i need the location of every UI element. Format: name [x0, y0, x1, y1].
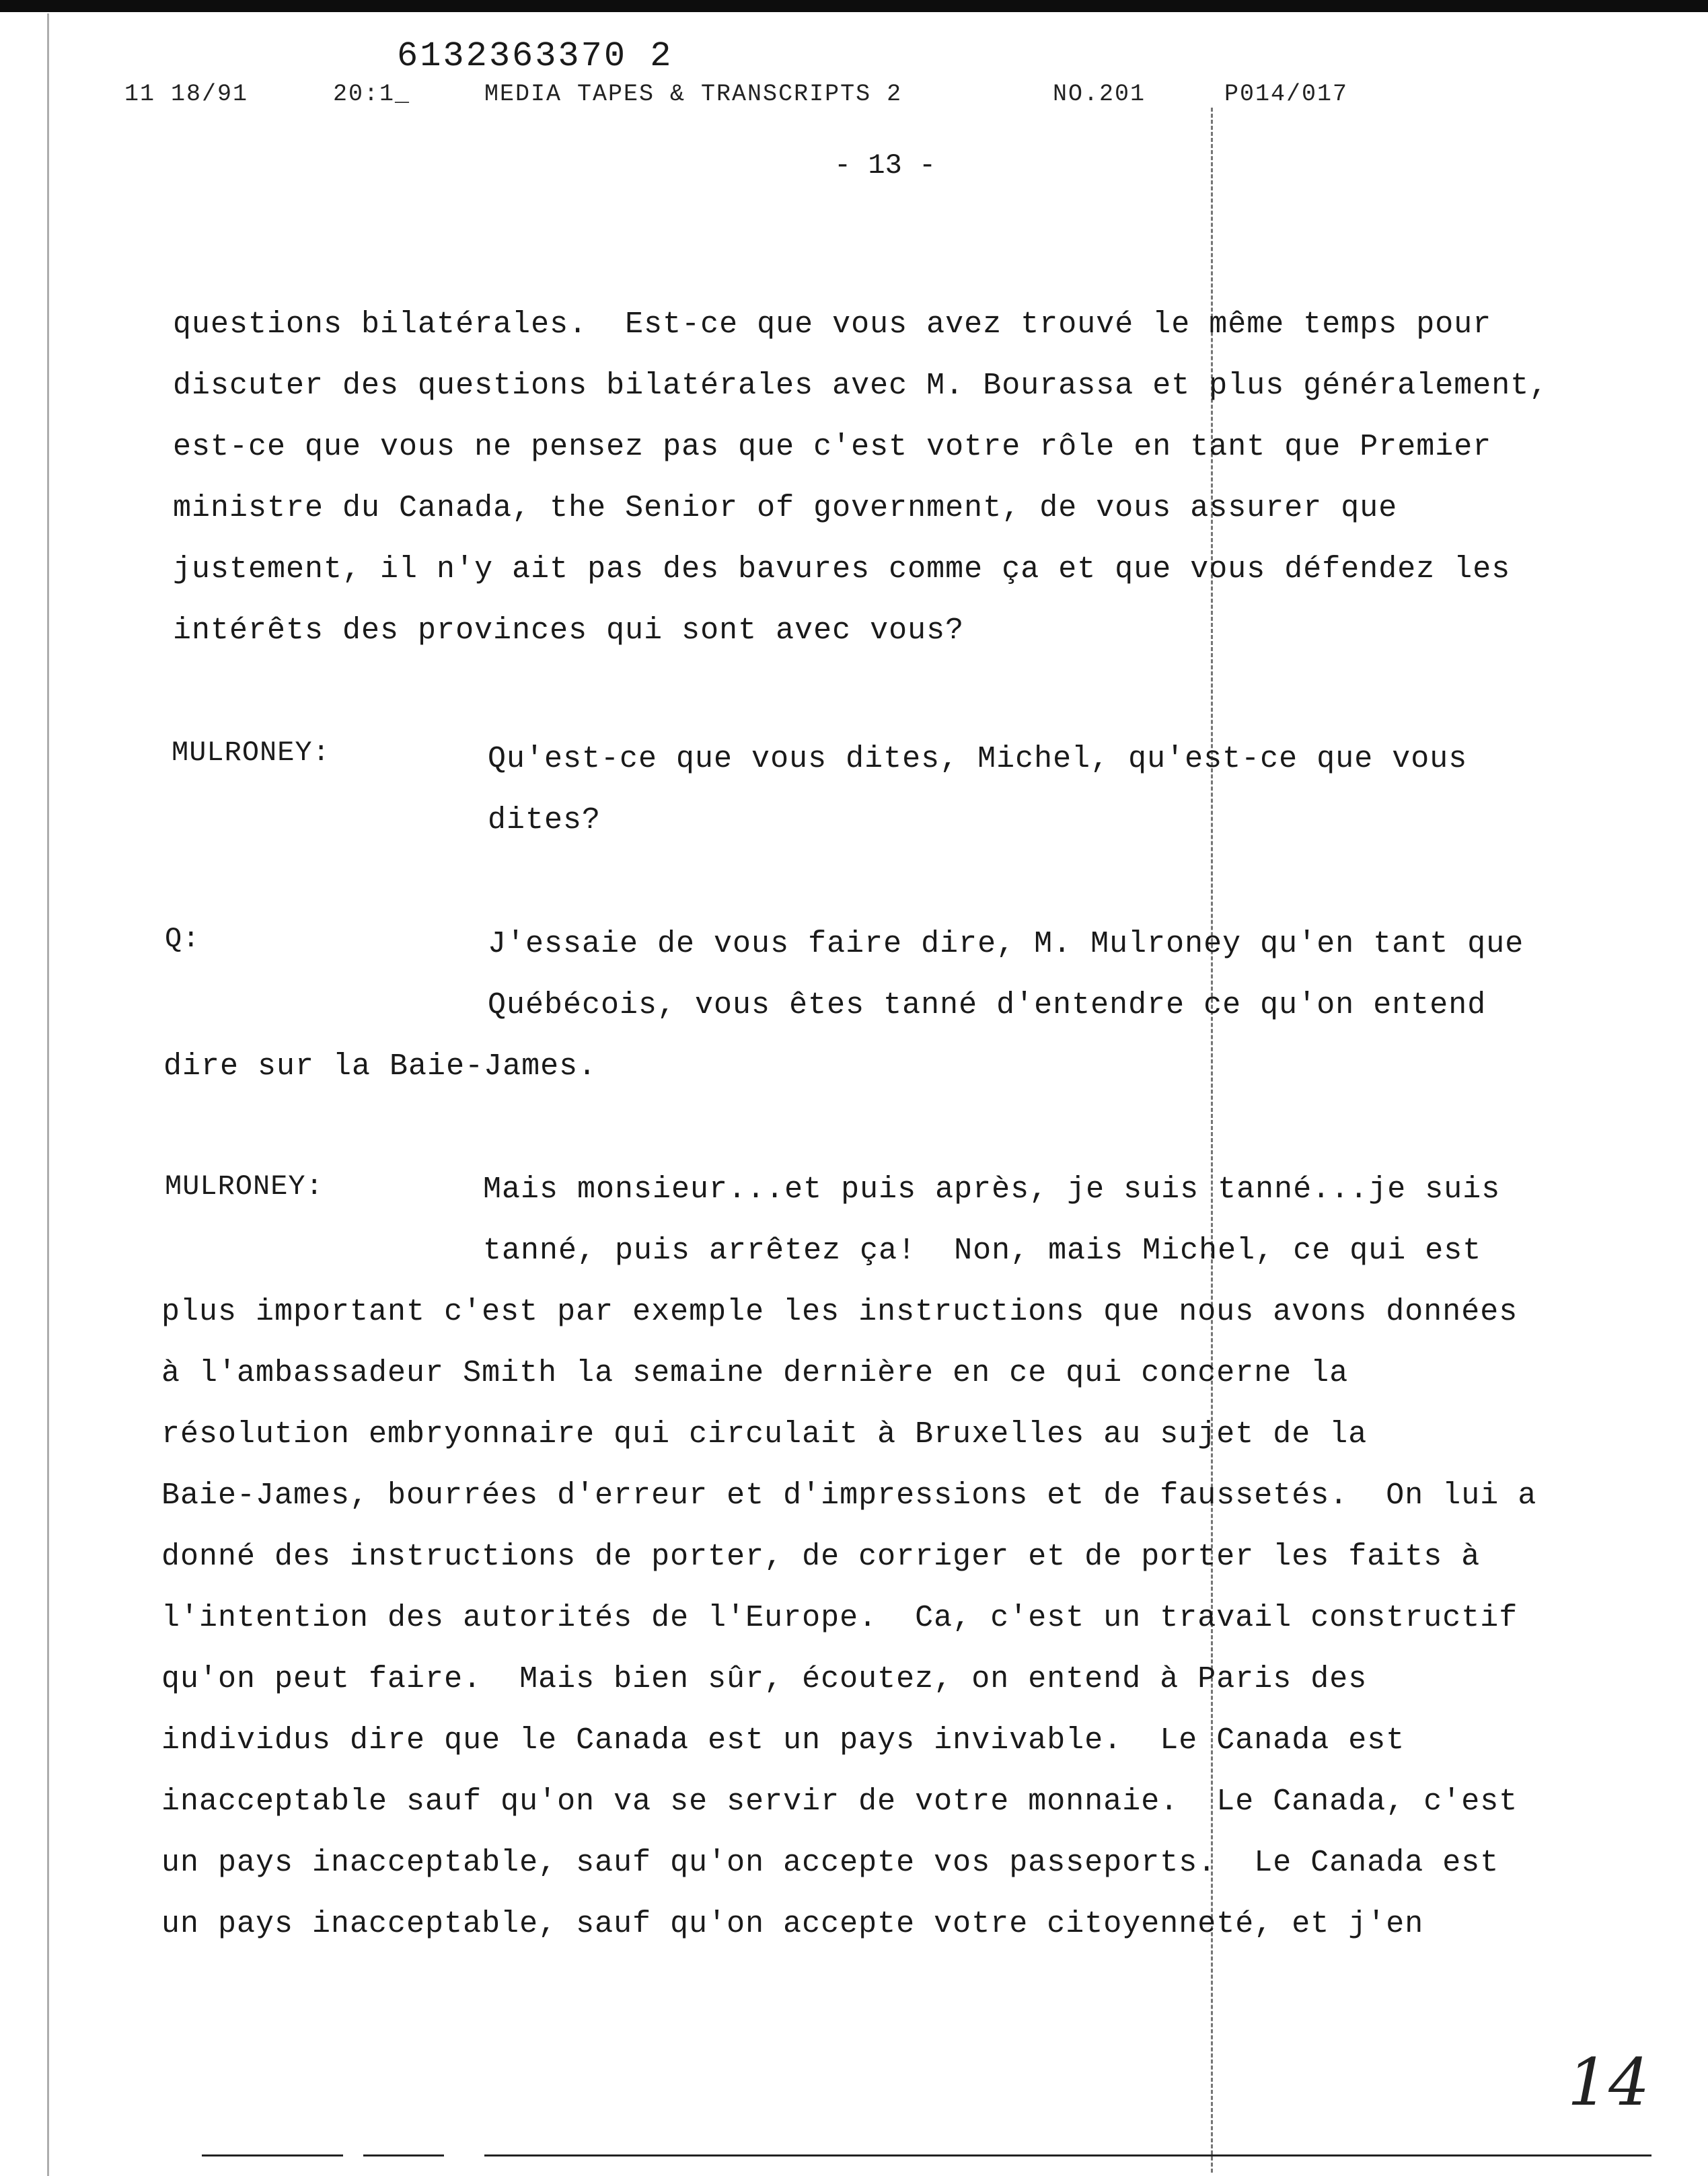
text-line: Mais monsieur...et puis après, je suis tanné...je suis: [483, 1172, 1501, 1207]
text-line: individus dire que le Canada est un pays invivable. Le Canada est: [161, 1723, 1405, 1758]
speaker-label: Q:: [165, 923, 200, 955]
question-continuation: [173, 294, 1548, 661]
text-line: dites?: [488, 803, 601, 837]
text-line: ministre du Canada, the Senior of government, de vous assurer que: [173, 491, 1398, 525]
text-line: J'essaie de vous faire dire, M. Mulroney qu'en tant que: [488, 927, 1524, 961]
text-line: à l'ambassadeur Smith la semaine dernière en ce qui concerne la: [161, 1356, 1349, 1390]
fax-date: 11 18/91: [124, 81, 249, 108]
fax-number: 6132363370 2: [397, 36, 673, 76]
fax-page-code: P014/017: [1224, 81, 1349, 108]
text-line: qu'on peut faire. Mais bien sûr, écoutez, on entend à Paris des: [161, 1662, 1368, 1696]
bottom-rule: [363, 2154, 444, 2156]
text-line: dire sur la Baie-James.: [163, 1049, 597, 1084]
bottom-rule: [484, 2154, 1651, 2156]
fax-no: NO.201: [1053, 81, 1146, 108]
text-line: un pays inacceptable, sauf qu'on accepte votre citoyenneté, et j'en: [161, 1907, 1424, 1941]
text-line: justement, il n'y ait pas des bavures comme ça et que vous défendez les: [173, 552, 1511, 587]
question-block-tail: [163, 1036, 597, 1097]
text-line: un pays inacceptable, sauf qu'on accepte vos passeports. Le Canada est: [161, 1846, 1499, 1880]
text-line: résolution embryonnaire qui circulait à Bruxelles au sujet de la: [161, 1417, 1368, 1452]
text-line: l'intention des autorités de l'Europe. Ca, c'est un travail constructif: [161, 1601, 1518, 1635]
answer-block-body: [161, 1281, 1536, 1955]
fax-sender: MEDIA TAPES & TRANSCRIPTS 2: [484, 81, 903, 108]
bottom-rule: [202, 2154, 343, 2156]
text-line: tanné, puis arrêtez ça! Non, mais Michel, ce qui est: [483, 1234, 1482, 1268]
text-line: discuter des questions bilatérales avec M. Bourassa et plus généralement,: [173, 369, 1549, 403]
page-number: - 13 -: [834, 149, 936, 182]
text-line: Qu'est-ce que vous dites, Michel, qu'est-ce que vous: [488, 742, 1468, 776]
text-line: Québécois, vous êtes tanné d'entendre ce qu'on entend: [488, 988, 1487, 1022]
text-line: plus important c'est par exemple les instructions que nous avons données: [161, 1295, 1518, 1329]
text-line: questions bilatérales. Est-ce que vous avez trouvé le même temps pour: [173, 307, 1492, 342]
page-left-edge: [47, 13, 49, 2176]
handwritten-page-number: 14: [1567, 2045, 1650, 2120]
text-line: Baie-James, bourrées d'erreur et d'impressions et de faussetés. On lui a: [161, 1478, 1537, 1513]
fax-top-edge: [0, 0, 1708, 12]
answer-block: [488, 728, 1467, 851]
text-line: est-ce que vous ne pensez pas que c'est votre rôle en tant que Premier: [173, 430, 1492, 464]
question-block: [488, 913, 1524, 1036]
answer-block-head: [483, 1159, 1500, 1281]
text-line: intérêts des provinces qui sont avec vous?: [173, 613, 965, 648]
text-line: inacceptable sauf qu'on va se servir de votre monnaie. Le Canada, c'est: [161, 1785, 1518, 1819]
text-line: donné des instructions de porter, de corriger et de porter les faits à: [161, 1540, 1481, 1574]
fax-time: 20:1_: [333, 81, 411, 108]
speaker-label: MULRONEY:: [165, 1170, 324, 1203]
speaker-label: MULRONEY:: [172, 737, 330, 769]
